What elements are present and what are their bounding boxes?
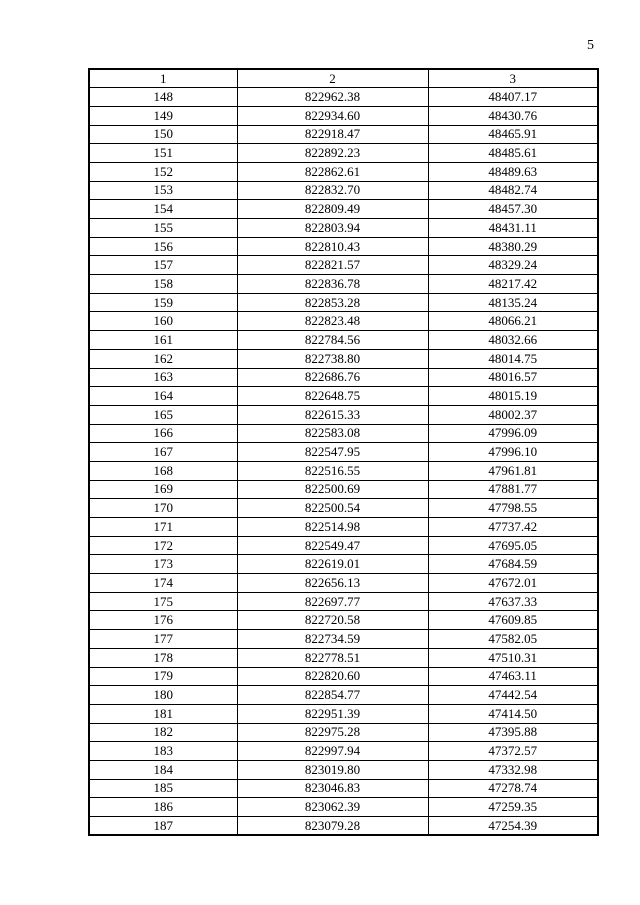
table-row bbox=[89, 106, 598, 125]
table-row bbox=[89, 555, 598, 574]
table-cell-col-3: 47672.01 bbox=[428, 574, 598, 593]
table-cell-col-1: 157 bbox=[89, 256, 237, 275]
table-cell-col-2: 823019.80 bbox=[237, 760, 428, 779]
table-row bbox=[89, 368, 598, 387]
table-cell-col-3: 47278.74 bbox=[428, 779, 598, 798]
table-cell-col-2: 822516.55 bbox=[237, 461, 428, 480]
table-cell-col-3: 47996.10 bbox=[428, 443, 598, 462]
table-cell-col-3: 47463.11 bbox=[428, 667, 598, 686]
table-cell-col-2: 822854.77 bbox=[237, 686, 428, 705]
table-cell-col-3: 47996.09 bbox=[428, 424, 598, 443]
table-row bbox=[89, 125, 598, 144]
table-row bbox=[89, 219, 598, 238]
table-cell-col-1: 182 bbox=[89, 723, 237, 742]
table-cell-col-1: 172 bbox=[89, 536, 237, 555]
table-cell-col-2: 822500.54 bbox=[237, 499, 428, 518]
table-cell-col-1: 171 bbox=[89, 518, 237, 537]
table-cell-col-2: 822809.49 bbox=[237, 200, 428, 219]
table-cell-col-3: 47961.81 bbox=[428, 461, 598, 480]
table-cell-col-2: 822784.56 bbox=[237, 331, 428, 350]
table-cell-col-3: 47372.57 bbox=[428, 742, 598, 761]
table-cell-col-1: 185 bbox=[89, 779, 237, 798]
table-cell-col-2: 822862.61 bbox=[237, 162, 428, 181]
table-row bbox=[89, 144, 598, 163]
table-cell-col-3: 47798.55 bbox=[428, 499, 598, 518]
table-cell-col-2: 822656.13 bbox=[237, 574, 428, 593]
table-row bbox=[89, 817, 598, 836]
table-row bbox=[89, 704, 598, 723]
table-cell-col-1: 183 bbox=[89, 742, 237, 761]
table-row bbox=[89, 405, 598, 424]
table-cell-col-1: 162 bbox=[89, 349, 237, 368]
table-cell-col-2: 822583.08 bbox=[237, 424, 428, 443]
table-row bbox=[89, 88, 598, 107]
table-cell-col-3: 47637.33 bbox=[428, 592, 598, 611]
table-cell-col-1: 176 bbox=[89, 611, 237, 630]
table-row bbox=[89, 574, 598, 593]
table-row bbox=[89, 200, 598, 219]
table-row bbox=[89, 686, 598, 705]
table-cell-col-3: 47609.85 bbox=[428, 611, 598, 630]
table-cell-col-3: 48485.61 bbox=[428, 144, 598, 163]
table-cell-col-2: 822997.94 bbox=[237, 742, 428, 761]
table-cell-col-1: 161 bbox=[89, 331, 237, 350]
table-cell-col-1: 155 bbox=[89, 219, 237, 238]
table-cell-col-3: 47684.59 bbox=[428, 555, 598, 574]
table-cell-col-1: 149 bbox=[89, 106, 237, 125]
table-row bbox=[89, 275, 598, 294]
table-cell-col-2: 822547.95 bbox=[237, 443, 428, 462]
table-cell-col-1: 169 bbox=[89, 480, 237, 499]
table-cell-col-3: 48329.24 bbox=[428, 256, 598, 275]
table-cell-col-1: 166 bbox=[89, 424, 237, 443]
column-header-3: 3 bbox=[428, 69, 598, 88]
table-row bbox=[89, 312, 598, 331]
table-cell-col-2: 822697.77 bbox=[237, 592, 428, 611]
table-row bbox=[89, 592, 598, 611]
table-cell-col-2: 822832.70 bbox=[237, 181, 428, 200]
table-cell-col-2: 822810.43 bbox=[237, 237, 428, 256]
table-cell-col-3: 48002.37 bbox=[428, 405, 598, 424]
table-row bbox=[89, 424, 598, 443]
table-cell-col-2: 822615.33 bbox=[237, 405, 428, 424]
table-cell-col-1: 160 bbox=[89, 312, 237, 331]
table-cell-col-2: 822686.76 bbox=[237, 368, 428, 387]
table-header bbox=[89, 69, 598, 88]
table-cell-col-1: 170 bbox=[89, 499, 237, 518]
table-cell-col-3: 47737.42 bbox=[428, 518, 598, 537]
table-row bbox=[89, 256, 598, 275]
table-cell-col-3: 47582.05 bbox=[428, 630, 598, 649]
table-row bbox=[89, 779, 598, 798]
table-cell-col-3: 48489.63 bbox=[428, 162, 598, 181]
table-cell-col-2: 822648.75 bbox=[237, 387, 428, 406]
table-cell-col-3: 47254.39 bbox=[428, 817, 598, 836]
table-row bbox=[89, 237, 598, 256]
table-cell-col-3: 48380.29 bbox=[428, 237, 598, 256]
table-cell-col-2: 822514.98 bbox=[237, 518, 428, 537]
table-row bbox=[89, 443, 598, 462]
table-row bbox=[89, 349, 598, 368]
table-row bbox=[89, 331, 598, 350]
table-row bbox=[89, 293, 598, 312]
coordinates-table bbox=[88, 68, 599, 836]
table-cell-col-1: 159 bbox=[89, 293, 237, 312]
table-cell-col-2: 822823.48 bbox=[237, 312, 428, 331]
table-row bbox=[89, 798, 598, 817]
table-cell-col-1: 164 bbox=[89, 387, 237, 406]
table-cell-col-1: 181 bbox=[89, 704, 237, 723]
table-body bbox=[89, 88, 598, 836]
table-row bbox=[89, 611, 598, 630]
table-row bbox=[89, 499, 598, 518]
table-cell-col-3: 47510.31 bbox=[428, 648, 598, 667]
table-row bbox=[89, 630, 598, 649]
table-cell-col-2: 822734.59 bbox=[237, 630, 428, 649]
table-row bbox=[89, 480, 598, 499]
table-cell-col-2: 822821.57 bbox=[237, 256, 428, 275]
table-cell-col-1: 184 bbox=[89, 760, 237, 779]
column-header-1: 1 bbox=[89, 69, 237, 88]
table-cell-col-3: 48032.66 bbox=[428, 331, 598, 350]
table-cell-col-1: 150 bbox=[89, 125, 237, 144]
table-cell-col-2: 823079.28 bbox=[237, 817, 428, 836]
table-cell-col-1: 178 bbox=[89, 648, 237, 667]
table-cell-col-1: 177 bbox=[89, 630, 237, 649]
table-cell-col-2: 822720.58 bbox=[237, 611, 428, 630]
table-cell-col-3: 47332.98 bbox=[428, 760, 598, 779]
table-cell-col-1: 165 bbox=[89, 405, 237, 424]
table-row bbox=[89, 181, 598, 200]
table-cell-col-3: 48482.74 bbox=[428, 181, 598, 200]
table-row bbox=[89, 723, 598, 742]
table-cell-col-2: 822820.60 bbox=[237, 667, 428, 686]
table-cell-col-1: 175 bbox=[89, 592, 237, 611]
table-cell-col-2: 822500.69 bbox=[237, 480, 428, 499]
table-cell-col-1: 167 bbox=[89, 443, 237, 462]
table-cell-col-2: 822619.01 bbox=[237, 555, 428, 574]
table-cell-col-3: 48015.19 bbox=[428, 387, 598, 406]
table-row bbox=[89, 518, 598, 537]
table-cell-col-3: 48016.57 bbox=[428, 368, 598, 387]
table-cell-col-3: 48014.75 bbox=[428, 349, 598, 368]
table-cell-col-3: 47695.05 bbox=[428, 536, 598, 555]
table-cell-col-3: 48407.17 bbox=[428, 88, 598, 107]
table-cell-col-1: 168 bbox=[89, 461, 237, 480]
table-cell-col-3: 48431.11 bbox=[428, 219, 598, 238]
table-row bbox=[89, 387, 598, 406]
header-row bbox=[89, 69, 598, 88]
table-row bbox=[89, 648, 598, 667]
table-cell-col-3: 48457.30 bbox=[428, 200, 598, 219]
table-cell-col-1: 187 bbox=[89, 817, 237, 836]
table-cell-col-3: 47442.54 bbox=[428, 686, 598, 705]
table-cell-col-1: 154 bbox=[89, 200, 237, 219]
table-cell-col-1: 153 bbox=[89, 181, 237, 200]
table-cell-col-2: 822934.60 bbox=[237, 106, 428, 125]
table-cell-col-1: 151 bbox=[89, 144, 237, 163]
table-cell-col-2: 822836.78 bbox=[237, 275, 428, 294]
table-cell-col-1: 179 bbox=[89, 667, 237, 686]
table-cell-col-3: 48066.21 bbox=[428, 312, 598, 331]
table-cell-col-3: 48217.42 bbox=[428, 275, 598, 294]
table-cell-col-2: 822892.23 bbox=[237, 144, 428, 163]
table-cell-col-3: 47259.35 bbox=[428, 798, 598, 817]
table-cell-col-3: 48465.91 bbox=[428, 125, 598, 144]
table-cell-col-2: 823046.83 bbox=[237, 779, 428, 798]
table-cell-col-2: 822951.39 bbox=[237, 704, 428, 723]
table-cell-col-3: 47395.88 bbox=[428, 723, 598, 742]
page-number: 5 bbox=[587, 38, 594, 53]
table-cell-col-2: 822853.28 bbox=[237, 293, 428, 312]
table-cell-col-2: 822778.51 bbox=[237, 648, 428, 667]
table-row bbox=[89, 667, 598, 686]
table-cell-col-2: 823062.39 bbox=[237, 798, 428, 817]
table-cell-col-1: 186 bbox=[89, 798, 237, 817]
table-cell-col-2: 822803.94 bbox=[237, 219, 428, 238]
table-cell-col-1: 173 bbox=[89, 555, 237, 574]
table-row bbox=[89, 742, 598, 761]
table-cell-col-3: 48430.76 bbox=[428, 106, 598, 125]
table-cell-col-3: 47414.50 bbox=[428, 704, 598, 723]
table-cell-col-2: 822975.28 bbox=[237, 723, 428, 742]
column-header-2: 2 bbox=[237, 69, 428, 88]
table-cell-col-1: 152 bbox=[89, 162, 237, 181]
table-row bbox=[89, 162, 598, 181]
table-cell-col-1: 156 bbox=[89, 237, 237, 256]
table-cell-col-2: 822918.47 bbox=[237, 125, 428, 144]
table-cell-col-1: 158 bbox=[89, 275, 237, 294]
table-cell-col-3: 47881.77 bbox=[428, 480, 598, 499]
table-row bbox=[89, 760, 598, 779]
table-cell-col-1: 174 bbox=[89, 574, 237, 593]
table-cell-col-1: 180 bbox=[89, 686, 237, 705]
table-cell-col-1: 163 bbox=[89, 368, 237, 387]
table-row bbox=[89, 461, 598, 480]
table-cell-col-3: 48135.24 bbox=[428, 293, 598, 312]
table-cell-col-2: 822962.38 bbox=[237, 88, 428, 107]
table-cell-col-1: 148 bbox=[89, 88, 237, 107]
table-cell-col-2: 822738.80 bbox=[237, 349, 428, 368]
table-cell-col-2: 822549.47 bbox=[237, 536, 428, 555]
table-row bbox=[89, 536, 598, 555]
